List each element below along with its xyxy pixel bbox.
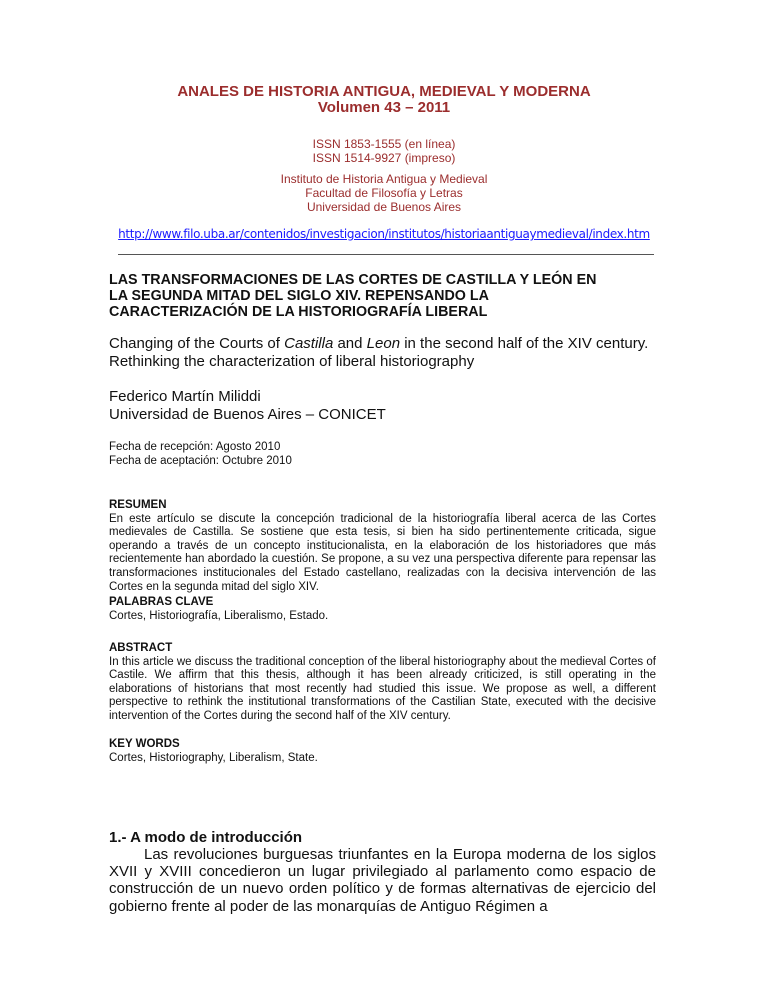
resumen-section	[109, 499, 656, 594]
institution-block	[0, 172, 768, 214]
key-words-heading: KEY WORDS	[109, 738, 180, 750]
journal-url-line	[0, 225, 768, 243]
author-block	[109, 388, 709, 424]
journal-title: ANALES DE HISTORIA ANTIGUA, MEDIEVAL Y MODERNA	[177, 83, 591, 100]
received-date: Fecha de recepción: Agosto 2010	[109, 441, 281, 453]
author-affiliation: Universidad de Buenos Aires – CONICET	[109, 406, 386, 423]
resumen-heading: RESUMEN	[109, 499, 167, 511]
journal-header	[0, 84, 768, 116]
article-title-line: LAS TRANSFORMACIONES DE LAS CORTES DE CASTILLA Y LEÓN EN	[109, 272, 597, 288]
palabras-clave-section	[109, 596, 656, 623]
horizontal-rule	[118, 254, 654, 255]
resumen-text: En este artículo se discute la concepción tradicional de la historiografía liberal acerca de las Cortes medievales de Castilla. Se sostiene que esta tesis, si bien ha sido pertinentemente criticada, sigue operando a través de un concepto institucionalista, en la elaboración de los historiadores que más recientemente han abordado la cuestión. Se propone, a su vez una perspectiva diferente para repensar las transformaciones institucionales del Estado castellano, realizadas con la decisiva intervención de las Cortes en la segunda mitad del siglo XIV.	[109, 512, 656, 593]
abstract-text: In this article we discuss the traditional conception of the liberal historiography about the medieval Cortes of Castile. We affirm that this thesis, although it has been already criticized, is still operating in the elaborations of historians that most recently had studied this issue. We propose as well, a different perspective to rethink the institutional transformations of the Castilian State, executed with the decisive intervention of the Cortes during the second half of the XIV century.	[109, 655, 656, 722]
accepted-date: Fecha de aceptación: Octubre 2010	[109, 455, 292, 467]
abstract-heading: ABSTRACT	[109, 642, 173, 654]
key-words-section	[109, 738, 656, 765]
article-title-line: LA SEGUNDA MITAD DEL SIGLO XIV. REPENSANDO LA	[109, 288, 489, 304]
subtitle-italic-leon: Leon	[366, 335, 401, 352]
issn-online: ISSN 1853-1555 (en línea)	[312, 137, 456, 151]
dates-block	[109, 440, 709, 468]
institute-name: Instituto de Historia Antigua y Medieval	[280, 172, 488, 186]
introduction-heading: 1.- A modo de introducción	[109, 829, 303, 846]
subtitle-text: Changing of the Courts of	[109, 335, 285, 352]
key-words-text: Cortes, Historiography, Liberalism, State.	[109, 751, 318, 764]
university-name: Universidad de Buenos Aires	[306, 200, 462, 214]
introduction-paragraph	[109, 846, 656, 915]
article-english-title	[109, 335, 709, 371]
introduction-text: Las revoluciones burguesas triunfantes en la Europa moderna de los siglos XVII y XVIII concedieron un lugar privilegiado al parlamento como espacio de construcción de un nuevo orden político y de formas alternativas de ejercicio del gobierno frente al poder de las monarquías de Antiguo Régimen a	[109, 846, 656, 915]
issn-block	[0, 137, 768, 165]
faculty-name: Facultad de Filosofía y Letras	[305, 186, 463, 200]
abstract-section	[109, 642, 656, 724]
palabras-clave-heading: PALABRAS CLAVE	[109, 596, 214, 608]
journal-url-link[interactable]: http://www.filo.uba.ar/contenidos/investigacion/institutos/historiaantiguaymedieval/index.htm	[118, 227, 650, 241]
subtitle-text: and	[333, 335, 367, 352]
author-name: Federico Martín Miliddi	[109, 388, 261, 405]
article-title-line: CARACTERIZACIÓN DE LA HISTORIOGRAFÍA LIBERAL	[109, 304, 488, 320]
journal-volume: Volumen 43 – 2011	[317, 99, 451, 116]
subtitle-italic-castilla: Castilla	[284, 335, 334, 352]
subtitle-text: in the second half of the XIV century. Rethinking the characterization of liberal historiography	[109, 335, 649, 370]
article-title	[109, 272, 709, 320]
palabras-clave-text: Cortes, Historiografía, Liberalismo, Estado.	[109, 609, 329, 622]
issn-print: ISSN 1514-9927 (impreso)	[312, 151, 456, 165]
